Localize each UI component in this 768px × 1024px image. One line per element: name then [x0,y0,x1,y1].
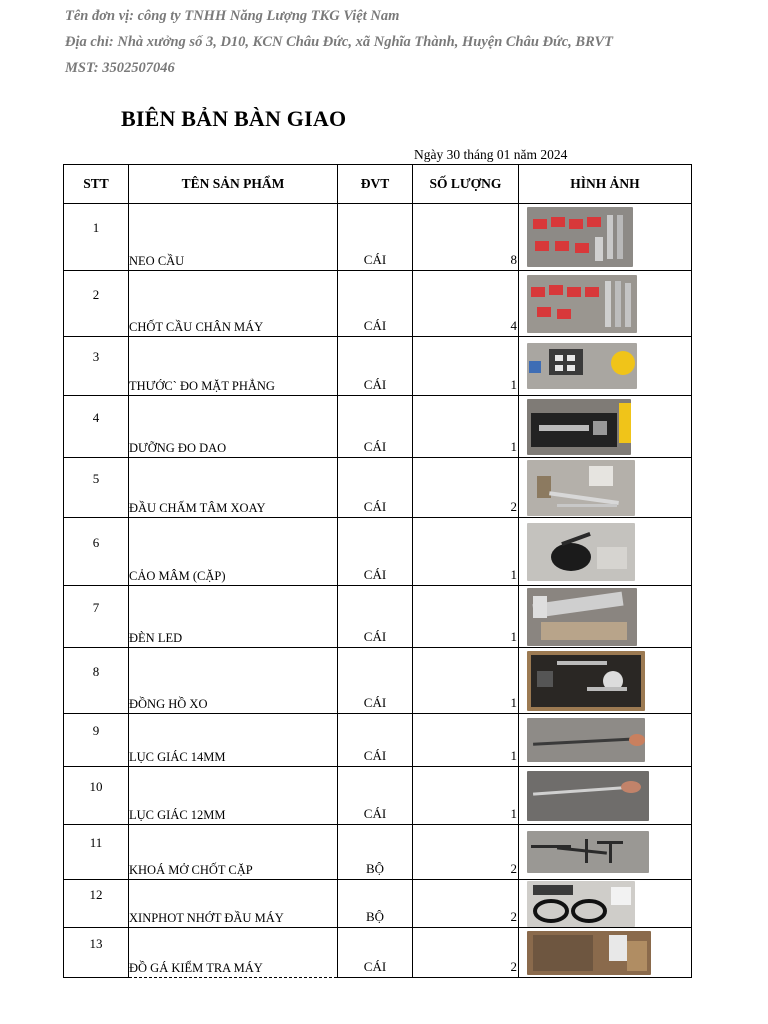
row-stt: 2 [64,271,129,337]
row-product-name: ĐÈN LED [129,586,338,648]
row-unit: CÁI [338,767,413,825]
row-stt: 1 [64,204,129,271]
row-product-name: NEO CẦU [129,204,338,271]
product-photo [527,207,633,267]
row-product-name: LỤC GIÁC 14MM [129,714,338,767]
product-photo [527,460,635,516]
column-header-product-name: TÊN SẢN PHẨM [129,165,338,204]
table-header-row [64,165,692,204]
document-date: Ngày 30 tháng 01 năm 2024 [414,147,568,162]
company-name: Tên đơn vị: công ty TNHH Năng Lượng TKG Việt Nam [65,8,400,24]
row-stt: 3 [64,337,129,396]
row-quantity: 1 [413,586,519,648]
table-row [64,880,692,928]
row-unit: CÁI [338,396,413,458]
column-header-stt: STT [64,165,129,204]
row-product-name: LỤC GIÁC 12MM [129,767,338,825]
row-quantity: 1 [413,648,519,714]
row-unit: CÁI [338,714,413,767]
product-photo [527,931,651,975]
row-quantity: 1 [413,767,519,825]
row-unit: CÁI [338,204,413,271]
row-unit: CÁI [338,586,413,648]
row-stt: 8 [64,648,129,714]
row-stt: 13 [64,928,129,978]
row-quantity: 2 [413,825,519,880]
row-stt: 5 [64,458,129,518]
row-quantity: 1 [413,518,519,586]
table-row [64,204,692,271]
product-photo [527,718,645,762]
row-stt: 12 [64,880,129,928]
row-unit: CÁI [338,518,413,586]
table-row [64,714,692,767]
row-product-name: ĐỒNG HỒ XO [129,648,338,714]
row-product-name: ĐỒ GÁ KIỂM TRA MÁY [129,928,338,978]
company-address: Địa chỉ: Nhà xưởng số 3, D10, KCN Châu Đức, xã Nghĩa Thành, Huyện Châu Đức, BRVT [65,34,614,50]
row-quantity: 4 [413,271,519,337]
row-product-name: KHOÁ MỞ CHỐT CẶP [129,825,338,880]
table-row [64,458,692,518]
table-row [64,648,692,714]
table-row [64,271,692,337]
row-quantity: 1 [413,714,519,767]
product-photo [527,399,631,455]
row-unit: BỘ [338,825,413,880]
row-unit: BỘ [338,880,413,928]
row-quantity: 1 [413,337,519,396]
row-quantity: 2 [413,458,519,518]
table-row [64,518,692,586]
product-photo [527,831,649,873]
row-unit: CÁI [338,271,413,337]
row-stt: 6 [64,518,129,586]
product-photo [527,771,649,821]
row-product-name: THƯỚC` ĐO MẶT PHẲNG [129,337,338,396]
document-title: BIÊN BẢN BÀN GIAO [121,106,347,131]
column-header-unit: ĐVT [338,165,413,204]
table-row [64,396,692,458]
row-product-name: ĐẦU CHẤM TÂM XOAY [129,458,338,518]
tax-code: MST: 3502507046 [65,60,175,76]
row-stt: 9 [64,714,129,767]
table-row [64,586,692,648]
row-stt: 7 [64,586,129,648]
row-quantity: 8 [413,204,519,271]
table-row [64,767,692,825]
row-stt: 10 [64,767,129,825]
product-photo [527,523,635,581]
row-quantity: 2 [413,880,519,928]
table-row [64,825,692,880]
row-quantity: 1 [413,396,519,458]
table-row [64,337,692,396]
column-header-photo: HÌNH ẢNH [519,165,692,204]
product-photo [527,881,635,927]
product-photo [527,343,637,389]
row-stt: 4 [64,396,129,458]
row-unit: CÁI [338,337,413,396]
row-unit: CÁI [338,928,413,978]
handover-table [63,164,692,978]
product-photo [527,275,637,333]
table-row [64,928,692,978]
column-header-quantity: SỐ LƯỢNG [413,165,519,204]
row-product-name: XINPHOT NHỚT ĐẦU MÁY [129,880,338,928]
row-unit: CÁI [338,458,413,518]
row-product-name: CẢO MÂM (CẶP) [129,518,338,586]
product-photo [527,651,645,711]
row-unit: CÁI [338,648,413,714]
row-stt: 11 [64,825,129,880]
row-product-name: DƯỠNG ĐO DAO [129,396,338,458]
product-photo [527,588,637,646]
row-product-name: CHỐT CẦU CHÂN MÁY [129,271,338,337]
row-quantity: 2 [413,928,519,978]
